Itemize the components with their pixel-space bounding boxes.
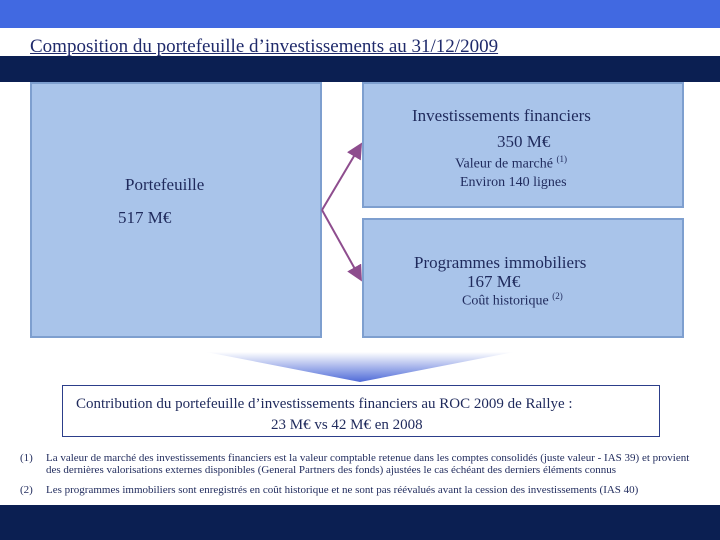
footnote-2 — [20, 484, 700, 496]
cost-text: Coût historique — [462, 293, 549, 309]
contribution-line-1: Contribution du portefeuille d’investissements financiers au ROC 2009 de Rallye : — [76, 396, 573, 412]
arrow-to-real-estate — [322, 210, 360, 278]
footnote-text: La valeur de marché des investissements financiers est la valeur comptable retenue dans les comptes consolidés (juste valeur - IAS 39) et provient des dernières valorisations externes disponibles (General Partners des fonds) ajustées le cas échéant des derniers éléments connus — [46, 452, 690, 476]
investments-label: Investissements financiers — [412, 106, 591, 125]
footnotes — [20, 452, 700, 504]
real-estate-cost — [462, 291, 563, 310]
real-estate-value: 167 M€ — [467, 272, 521, 291]
contribution-line-2: 23 M€ vs 42 M€ en 2008 — [271, 417, 423, 433]
investments-lines: Environ 140 lignes — [460, 175, 567, 190]
footnote-ref-2: (2) — [552, 291, 563, 301]
investments-market-value — [455, 154, 567, 173]
footnote-text: Les programmes immobiliers sont enregistrés en coût historique et ne sont pas réévalués avant la cession des investissements (IAS 40) — [46, 484, 639, 496]
real-estate-label: Programmes immobiliers — [414, 253, 587, 272]
portfolio-label: Portefeuille — [125, 175, 205, 194]
arrow-to-investments — [322, 146, 360, 210]
funnel-arrow — [206, 352, 514, 382]
portfolio-value: 517 M€ — [118, 208, 172, 227]
market-value-text: Valeur de marché — [455, 156, 553, 172]
footnote-number: (2) — [20, 484, 33, 496]
bottom-band — [0, 505, 720, 540]
investments-value: 350 M€ — [497, 132, 551, 151]
footnote-number: (1) — [20, 452, 33, 464]
page-title: Composition du portefeuille d’investissements au 31/12/2009 — [30, 36, 499, 57]
footnote-1 — [20, 452, 700, 476]
footnote-ref-1: (1) — [556, 154, 567, 164]
